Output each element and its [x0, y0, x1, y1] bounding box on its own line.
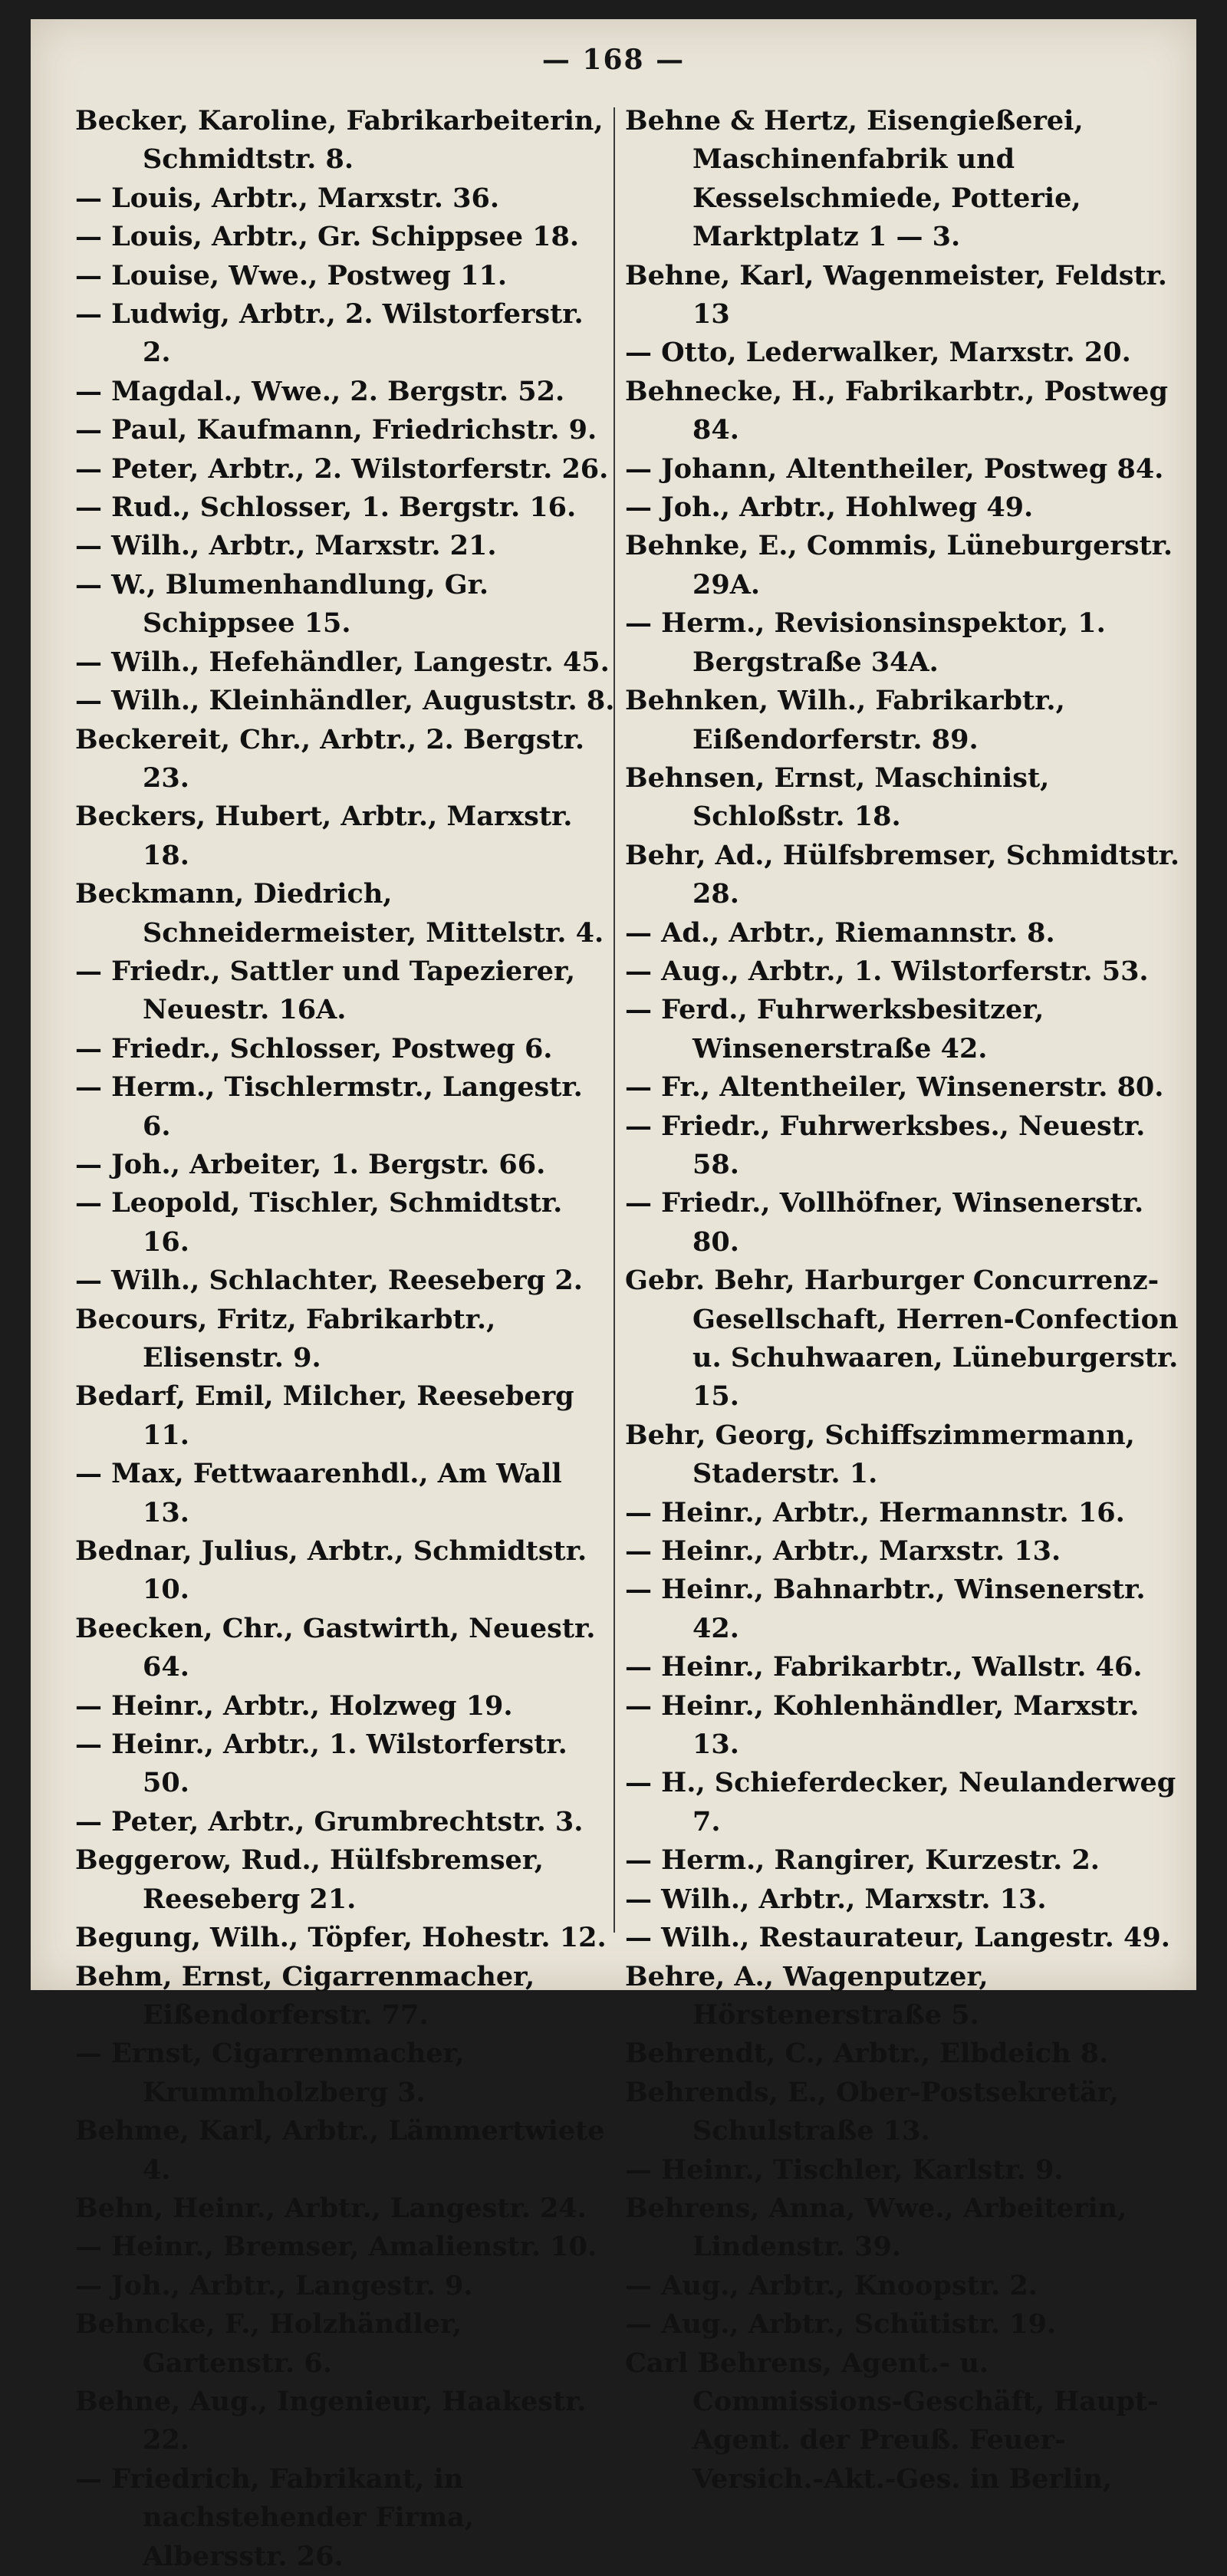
directory-entry: — Friedrich, Fabrikant, in nachstehender Firma, Albersstr. 26. [75, 2462, 475, 2572]
directory-entry: — Heinr., Arbtr., Holzweg 19. [75, 1689, 513, 1722]
directory-entry: — Louis, Arbtr., Gr. Schippsee 18. [75, 221, 580, 253]
directory-entry: — Fr., Altentheiler, Winsenerstr. 80. [625, 1071, 1164, 1104]
directory-entry: Behn, Heinr., Arbtr., Langestr. 24. [75, 2192, 587, 2224]
directory-entry: — Friedr., Sattler und Tapezierer, Neuestr. 16A. [75, 955, 576, 1026]
directory-entry: Behre, A., Wagenputzer, Hörstenerstraße 5. [625, 1960, 989, 2031]
directory-entry: Behm, Ernst, Cigarrenmacher, Eißendorferstr. 77. [75, 1960, 535, 2031]
directory-entry: Bednar, Julius, Arbtr., Schmidtstr. 10. [75, 1535, 587, 1606]
directory-entry: Bedarf, Emil, Milcher, Reeseberg 11. [75, 1380, 574, 1451]
directory-entry: — Louis, Arbtr., Marxstr. 36. [75, 182, 500, 214]
directory-entry: Begung, Wilh., Töpfer, Hohestr. 12. [75, 1922, 607, 1954]
directory-entry: Becker, Karoline, Fabrikarbeiterin, Schmidtstr. 8. [75, 105, 604, 176]
directory-entry: Behncke, F., Holzhändler, Gartenstr. 6. [75, 2308, 462, 2379]
directory-entry: — Heinr., Arbtr., Marxstr. 13. [625, 1535, 1061, 1568]
directory-entry: — Heinr., Bahnarbtr., Winsenerstr. 42. [625, 1574, 1146, 1644]
directory-entry: Beckereit, Chr., Arbtr., 2. Bergstr. 23. [75, 723, 585, 794]
directory-entry: Behme, Karl, Arbtr., Lämmertwiete 4. [75, 2115, 605, 2186]
directory-entry: — Leopold, Tischler, Schmidtstr. 16. [75, 1187, 563, 1258]
directory-entry: Carl Behrens, Agent.- u. Commissions-Geschäft, Haupt-Agent. der Preuß. Feuer-Versich.-Akt.-Ges. in Berlin, [625, 2347, 1159, 2495]
directory-entry: Behnecke, H., Fabrikarbtr., Postweg 84. [625, 375, 1168, 446]
directory-entry: Behnken, Wilh., Fabrikarbtr., Eißendorferstr. 89. [625, 685, 1065, 755]
directory-entry: Beckmann, Diedrich, Schneidermeister, Mittelstr. 4. [75, 878, 604, 949]
directory-entry: Behne, Karl, Wagenmeister, Feldstr. 13 [625, 259, 1167, 331]
directory-entry: — Ad., Arbtr., Riemannstr. 8. [625, 916, 1055, 949]
directory-entry: — Joh., Arbeiter, 1. Bergstr. 66. [75, 1148, 546, 1180]
directory-entry: — Louise, Wwe., Postweg 11. [75, 259, 508, 291]
directory-entry: — Paul, Kaufmann, Friedrichstr. 9. [75, 414, 597, 446]
directory-entry: Beecken, Chr., Gastwirth, Neuestr. 64. [75, 1612, 596, 1683]
directory-entry: Behrendt, C., Arbtr., Elbdeich 8. [625, 2038, 1109, 2070]
directory-entry: — H., Schieferdecker, Neulanderweg 7. [625, 1767, 1176, 1837]
directory-entry: — Wilh., Hefehändler, Langestr. 45. [75, 646, 610, 678]
directory-entry: Behne, Aug., Ingenieur, Haakestr. 22. [75, 2385, 587, 2456]
directory-entry: — Aug., Arbtr., 1. Wilstorferstr. 53. [625, 955, 1149, 987]
directory-entry: — Heinr., Arbtr., 1. Wilstorferstr. 50. [75, 1729, 567, 1799]
directory-entry: — Joh., Arbtr., Hohlweg 49. [625, 492, 1034, 524]
directory-entry: — Ferd., Fuhrwerksbesitzer, Winsenerstraße 42. [625, 994, 1044, 1064]
directory-page [31, 19, 1196, 2572]
directory-entry: — Wilh., Arbtr., Marxstr. 21. [75, 530, 497, 562]
directory-entry: Behrends, E., Ober-Postsekretär, Schulstraße 13. [625, 2076, 1119, 2147]
directory-entry: — Heinr., Bremser, Amalienstr. 10. [75, 2231, 597, 2263]
directory-entry: — Aug., Arbtr., Schütistr. 19. [625, 2308, 1057, 2341]
page-number: — 168 — [541, 44, 686, 76]
directory-entry: — Wilh., Schlachter, Reeseberg 2. [75, 1265, 583, 1297]
directory-entry: — Peter, Arbtr., Grumbrechtstr. 3. [75, 1805, 584, 1837]
directory-entry: — Rud., Schlosser, 1. Bergstr. 16. [75, 492, 577, 524]
directory-entry: Behr, Georg, Schiffszimmermann, Staderstr. 1. [625, 1419, 1135, 1490]
directory-entry: — Friedr., Fuhrwerksbes., Neuestr. 58. [625, 1110, 1146, 1180]
directory-entry: — Friedr., Vollhöfner, Winsenerstr. 80. [625, 1187, 1144, 1258]
directory-entry: — W., Blumenhandlung, Gr. Schippsee 15. [75, 568, 489, 640]
directory-entry: — Heinr., Arbtr., Hermannstr. 16. [625, 1496, 1125, 1528]
directory-entry: — Johann, Altentheiler, Postweg 84. [625, 452, 1164, 485]
directory-entry: Behnsen, Ernst, Maschinist, Schloßstr. 18. [625, 762, 1050, 833]
directory-entry: Beckers, Hubert, Arbtr., Marxstr. 18. [75, 801, 573, 871]
directory-entry: — Herm., Revisionsinspektor, 1. Bergstraße 34A. [625, 607, 1106, 678]
directory-entry: Behne & Hertz, Eisengießerei, Maschinenfabrik und Kesselschmiede, Potterie, Marktplatz 1 — 3. [625, 105, 1084, 253]
directory-entry: — Heinr., Tischler, Karlstr. 9. [625, 2153, 1064, 2186]
right-column [625, 102, 1189, 2499]
left-column [75, 102, 616, 2576]
directory-entry: — Magdal., Wwe., 2. Bergstr. 52. [75, 375, 565, 407]
directory-entry: — Herm., Tischlermstr., Langestr. 6. [75, 1071, 583, 1142]
directory-entry: — Ernst, Cigarrenmacher, Krummholzberg 3. [75, 2038, 465, 2108]
directory-entry: — Aug., Arbtr., Knoopstr. 2. [625, 2269, 1038, 2301]
directory-entry: — Heinr., Fabrikarbtr., Wallstr. 46. [625, 1651, 1143, 1683]
directory-entry: — Joh., Arbtr., Langestr. 9. [75, 2269, 473, 2301]
directory-entry: Behnke, E., Commis, Lüneburgerstr. 29A. [625, 530, 1173, 600]
directory-entry: — Ludwig, Arbtr., 2. Wilstorferstr. 2. [75, 298, 584, 369]
directory-entry: Becours, Fritz, Fabrikarbtr., Elisenstr. 9. [75, 1303, 496, 1374]
directory-entry: Gebr. Behr, Harburger Concurrenz-Gesellschaft, Herren-Confection u. Schuhwaaren, Lüneburgerstr. 15. [625, 1265, 1179, 1413]
directory-entry: Behr, Ad., Hülfsbremser, Schmidtstr. 28. [625, 839, 1180, 910]
directory-entry: Beggerow, Rud., Hülfsbremser, Reeseberg 21. [75, 1844, 544, 1915]
directory-entry: — Peter, Arbtr., 2. Wilstorferstr. 26. [75, 452, 609, 485]
directory-entry: — Herm., Rangirer, Kurzestr. 2. [625, 1844, 1100, 1877]
directory-entry: — Max, Fettwaarenhdl., Am Wall 13. [75, 1458, 562, 1528]
directory-entry: — Wilh., Arbtr., Marxstr. 13. [625, 1883, 1047, 1915]
directory-entry: — Friedr., Schlosser, Postweg 6. [75, 1032, 553, 1064]
directory-entry: — Wilh., Kleinhändler, Auguststr. 8. [75, 685, 615, 717]
directory-entry: — Wilh., Restaurateur, Langestr. 49. [625, 1922, 1170, 1954]
directory-entry: Behrens, Anna, Wwe., Arbeiterin, Lindenstr. 39. [625, 2192, 1127, 2263]
directory-entry: — Otto, Lederwalker, Marxstr. 20. [625, 337, 1131, 369]
directory-entry: — Heinr., Kohlenhändler, Marxstr. 13. [625, 1689, 1140, 1761]
